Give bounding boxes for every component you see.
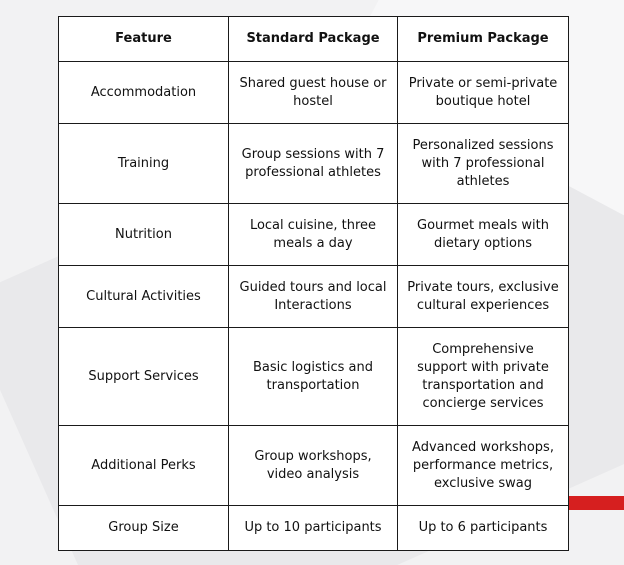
header-row bbox=[59, 17, 569, 62]
header-standard-package: Standard Package bbox=[229, 17, 398, 62]
table-row-cultural-activities bbox=[59, 266, 569, 328]
premium-cell: Advanced workshops, performance metrics, exclusive swag bbox=[398, 426, 569, 506]
standard-cell: Shared guest house or hostel bbox=[229, 62, 398, 124]
table-row-group-size bbox=[59, 506, 569, 551]
standard-cell: Up to 10 participants bbox=[229, 506, 398, 551]
table-row-training bbox=[59, 124, 569, 204]
header-feature: Feature bbox=[59, 17, 229, 62]
feature-cell: Cultural Activities bbox=[59, 266, 229, 328]
package-comparison-table bbox=[58, 16, 568, 551]
standard-cell: Guided tours and local Interactions bbox=[229, 266, 398, 328]
feature-cell: Accommodation bbox=[59, 62, 229, 124]
feature-cell: Nutrition bbox=[59, 204, 229, 266]
standard-cell: Group workshops, video analysis bbox=[229, 426, 398, 506]
red-accent-bar bbox=[568, 496, 624, 510]
table-row-accommodation bbox=[59, 62, 569, 124]
standard-cell: Group sessions with 7 professional athletes bbox=[229, 124, 398, 204]
comparison-table bbox=[58, 16, 569, 551]
premium-cell: Gourmet meals with dietary options bbox=[398, 204, 569, 266]
premium-cell: Comprehensive support with private transportation and concierge services bbox=[398, 328, 569, 426]
table-row-additional-perks bbox=[59, 426, 569, 506]
feature-cell: Additional Perks bbox=[59, 426, 229, 506]
feature-cell: Group Size bbox=[59, 506, 229, 551]
premium-cell: Up to 6 participants bbox=[398, 506, 569, 551]
premium-cell: Private or semi-private boutique hotel bbox=[398, 62, 569, 124]
premium-cell: Private tours, exclusive cultural experiences bbox=[398, 266, 569, 328]
standard-cell: Basic logistics and transportation bbox=[229, 328, 398, 426]
feature-cell: Support Services bbox=[59, 328, 229, 426]
table-row-support-services bbox=[59, 328, 569, 426]
feature-cell: Training bbox=[59, 124, 229, 204]
premium-cell: Personalized sessions with 7 professional athletes bbox=[398, 124, 569, 204]
table-row-nutrition bbox=[59, 204, 569, 266]
header-premium-package: Premium Package bbox=[398, 17, 569, 62]
standard-cell: Local cuisine, three meals a day bbox=[229, 204, 398, 266]
